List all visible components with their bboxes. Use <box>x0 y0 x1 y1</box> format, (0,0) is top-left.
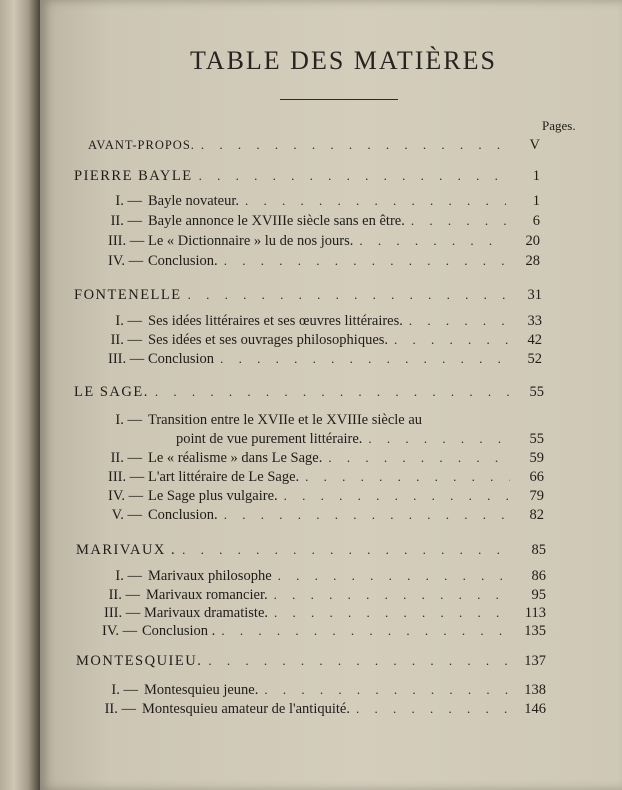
dot-leader <box>182 542 512 558</box>
dot-leader <box>201 137 506 153</box>
dot-leader <box>221 623 512 639</box>
dot-leader <box>278 568 512 584</box>
page-title: TABLE DES MATIÈRES <box>190 46 497 75</box>
toc-entry <box>108 193 540 213</box>
dot-leader <box>208 653 512 669</box>
section-label: PIERRE BAYLE <box>74 168 193 184</box>
dot-leader <box>368 431 510 447</box>
book-spine <box>0 0 40 790</box>
toc-section-marivaux <box>76 542 546 562</box>
dot-leader <box>224 507 510 523</box>
dot-leader <box>284 488 510 504</box>
entry-label: Ses idées littéraires et ses œuvres littéraires. <box>148 313 403 329</box>
section-page: 1 <box>532 168 540 184</box>
entry-number: III. — <box>108 233 145 249</box>
section-page: 55 <box>529 384 544 400</box>
entry-number: IV. — <box>108 488 144 504</box>
toc-entry <box>108 568 546 588</box>
toc-entry <box>108 313 542 333</box>
entry-label: Transition entre le XVIIe et le XVIIIe siècle au <box>148 412 423 428</box>
title-rule <box>280 99 398 100</box>
entry-number: III. — <box>104 605 141 621</box>
entry-number: II. — <box>108 587 140 603</box>
toc-entry-avant-propos <box>88 137 540 157</box>
entry-label: Montesquieu jeune. <box>144 682 259 698</box>
entry-page: 66 <box>529 469 544 485</box>
entry-number: I. — <box>111 682 138 698</box>
toc-section-le-sage <box>74 384 544 404</box>
dot-leader <box>264 682 512 698</box>
dot-leader <box>188 287 508 303</box>
entry-page: 52 <box>527 351 542 367</box>
section-page: 31 <box>527 287 542 303</box>
entry-number: II. — <box>104 701 136 717</box>
entry-page: 86 <box>531 568 546 584</box>
toc-entry <box>108 253 540 273</box>
toc-entry <box>108 488 544 508</box>
entry-page: 79 <box>529 488 544 504</box>
dot-leader <box>411 213 506 229</box>
entry-page: 6 <box>532 213 540 229</box>
entry-page: 55 <box>529 431 544 447</box>
book-page <box>40 0 622 790</box>
entry-label: Marivaux philosophe <box>148 568 272 584</box>
dot-leader <box>328 450 510 466</box>
entry-page: V <box>529 137 540 153</box>
toc-entry <box>108 450 544 470</box>
entry-label: Bayle novateur. <box>148 193 240 209</box>
section-page: 85 <box>531 542 546 558</box>
entry-label: point de vue purement littéraire. <box>176 431 363 447</box>
toc-section-bayle <box>74 168 540 188</box>
entry-page: 146 <box>524 701 546 717</box>
entry-label: Montesquieu amateur de l'antiquité. <box>142 701 350 717</box>
toc-entry <box>108 412 544 432</box>
toc-entry <box>108 351 542 371</box>
entry-number: V. — <box>111 507 142 523</box>
entry-number: I. — <box>115 193 142 209</box>
toc-entry <box>104 682 546 702</box>
entry-number: II. — <box>110 332 142 348</box>
section-label: FONTENELLE <box>74 287 182 303</box>
entry-page: 95 <box>531 587 546 603</box>
toc-entry <box>108 332 542 352</box>
entry-number: IV. — <box>102 623 138 639</box>
dot-leader <box>356 701 512 717</box>
dot-leader <box>220 351 508 367</box>
entry-label: Conclusion <box>148 351 215 367</box>
entry-number: I. — <box>115 313 142 329</box>
toc-entry <box>102 623 546 643</box>
entry-page: 20 <box>525 233 540 249</box>
entry-page: 135 <box>524 623 546 639</box>
toc-section-montesquieu <box>76 653 546 673</box>
entry-number: III. — <box>108 469 145 485</box>
entry-label: L'art littéraire de Le Sage. <box>148 469 300 485</box>
dot-leader <box>409 313 508 329</box>
entry-number: I. — <box>115 412 142 428</box>
entry-page: 42 <box>527 332 542 348</box>
entry-page: 1 <box>532 193 540 209</box>
dot-leader <box>359 233 506 249</box>
dot-leader <box>274 587 512 603</box>
entry-label: AVANT-PROPOS. <box>88 138 195 152</box>
entry-label: Conclusion. <box>148 253 218 269</box>
entry-page: 138 <box>524 682 546 698</box>
entry-label: Bayle annonce le XVIIIe siècle sans en être. <box>148 213 405 229</box>
toc-entry-continuation <box>176 431 544 451</box>
entry-page: 113 <box>524 605 546 621</box>
toc-entry <box>108 213 540 233</box>
entry-number: II. — <box>110 450 142 466</box>
entry-label: Le « Dictionnaire » lu de nos jours. <box>148 233 354 249</box>
toc-entry <box>108 507 544 527</box>
dot-leader <box>199 168 506 184</box>
dot-leader <box>274 605 512 621</box>
entry-number: II. — <box>110 213 142 229</box>
dot-leader <box>155 384 510 400</box>
entry-label: Marivaux romancier. <box>146 587 268 603</box>
toc-entry <box>108 469 544 489</box>
section-label: MARIVAUX . <box>76 542 177 558</box>
entry-number: IV. — <box>108 253 144 269</box>
toc-entry <box>104 605 546 625</box>
dot-leader <box>245 193 506 209</box>
section-label: LE SAGE. <box>74 384 149 400</box>
entry-page: 82 <box>529 507 544 523</box>
section-label: MONTESQUIEU. <box>76 653 203 669</box>
toc-entry <box>108 233 540 253</box>
entry-label: Le « réalisme » dans Le Sage. <box>148 450 323 466</box>
pages-column-label: Pages. <box>542 118 576 133</box>
entry-number: III. — <box>108 351 145 367</box>
entry-label: Ses idées et ses ouvrages philosophiques. <box>148 332 389 348</box>
section-page: 137 <box>524 653 546 669</box>
dot-leader <box>224 253 506 269</box>
entry-number: I. — <box>115 568 142 584</box>
entry-label: Conclusion. <box>148 507 218 523</box>
entry-page: 28 <box>525 253 540 269</box>
entry-label: Le Sage plus vulgaire. <box>148 488 278 504</box>
entry-label: Marivaux dramatiste. <box>144 605 269 621</box>
dot-leader <box>394 332 508 348</box>
dot-leader <box>305 469 510 485</box>
entry-label: Conclusion . <box>142 623 216 639</box>
toc-section-fontenelle <box>74 287 542 307</box>
toc-entry <box>102 701 546 721</box>
entry-page: 59 <box>529 450 544 466</box>
entry-page: 33 <box>527 313 542 329</box>
toc-entry <box>106 587 546 607</box>
